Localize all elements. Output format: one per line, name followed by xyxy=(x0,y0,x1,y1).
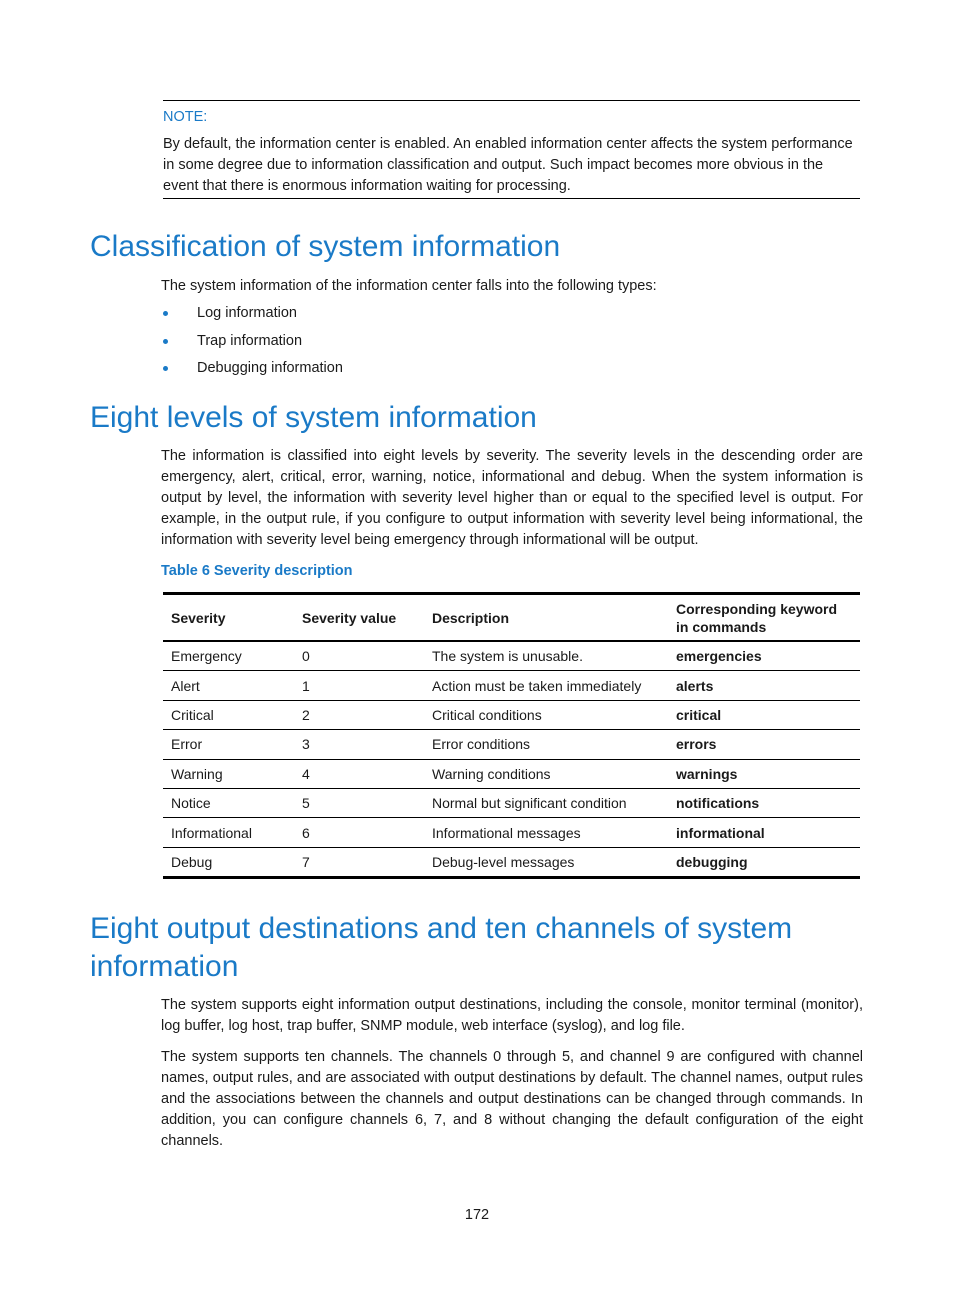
bullet-icon xyxy=(163,366,168,371)
list-item xyxy=(161,358,343,386)
table-cell: notifications xyxy=(668,788,860,817)
table-cell: warnings xyxy=(668,759,860,788)
table-cell: errors xyxy=(668,730,860,759)
table-cell: Notice xyxy=(163,788,294,817)
table-cell: Critical xyxy=(163,700,294,729)
column-header: Description xyxy=(424,594,668,642)
list-item xyxy=(161,331,343,359)
classification-list xyxy=(161,303,343,386)
table-row xyxy=(163,759,860,788)
table-row xyxy=(163,818,860,847)
destinations-paragraph: The system supports eight information output destinations, including the console, monitor terminal (monitor), log buffer, log host, trap buffer, SNMP module, web interface (syslog), and log file. xyxy=(161,997,863,1034)
list-item-label: Trap information xyxy=(197,332,303,349)
table-row xyxy=(163,641,860,671)
channels-paragraph: The system supports ten channels. The channels 0 through 5, and channel 9 are configured with channel names, output rules, and are associated with output destinations by default. The channel names, output rules and the associations between the channels and output destinations can be changed through commands. In addition, you can configure channels 6, 7, and 8 without changing the default configuration of the eight channels. xyxy=(161,1049,863,1149)
table-cell: Informational xyxy=(163,818,294,847)
table-cell: Informational messages xyxy=(424,818,668,847)
bullet-icon xyxy=(163,339,168,344)
column-header: Severity xyxy=(163,594,294,642)
table-cell: 5 xyxy=(294,788,424,817)
table-cell: debugging xyxy=(676,853,748,870)
table-cell: Warning conditions xyxy=(424,759,668,788)
table-cell: 3 xyxy=(294,730,424,759)
list-item-label: Log information xyxy=(197,305,297,321)
table-cell: informational xyxy=(668,818,860,847)
page-number: 172 xyxy=(464,1207,490,1223)
classification-intro: The system information of the information center falls into the following types: xyxy=(161,278,657,294)
table-row xyxy=(163,671,860,700)
table-cell: alerts xyxy=(668,671,860,700)
table-cell: 7 xyxy=(302,853,310,870)
table-cell: Error conditions xyxy=(424,730,668,759)
section-title-levels: Eight levels of system information xyxy=(90,401,537,434)
table-row xyxy=(163,700,860,729)
note-label: NOTE: xyxy=(163,109,208,125)
severity-table xyxy=(163,592,860,879)
bullet-icon xyxy=(163,311,168,316)
table-cell: Normal but significant condition xyxy=(424,788,668,817)
column-header: Corresponding keyword in commands xyxy=(668,594,860,642)
table-cell: 4 xyxy=(294,759,424,788)
table-cell: Debug-level messages xyxy=(432,853,575,870)
table-cell: The system is unusable. xyxy=(424,641,668,671)
table-cell: emergencies xyxy=(668,641,860,671)
table-cell: Action must be taken immediately xyxy=(424,671,668,700)
table-cell: Warning xyxy=(163,759,294,788)
list-item-label: Debugging information xyxy=(197,360,343,376)
section-title-destinations: Eight output destinations and ten channels of system information xyxy=(90,912,793,983)
section-title-classification: Classification of system information xyxy=(90,230,561,263)
table-cell: Debug xyxy=(171,853,213,870)
levels-paragraph: The information is classified into eight levels by severity. The severity levels in the descending order are emergency, alert, critical, error, warning, notice, informational and debug. When the system information is output by level, the information with severity level higher than or equal to the specified level is output. For example, in the output rule, if you configure to output information with severity level being informational, the information with severity level being emergency through informational will be output. xyxy=(161,448,863,548)
table-cell: 6 xyxy=(294,818,424,847)
table-row xyxy=(163,730,860,759)
table-header-row xyxy=(163,594,860,642)
table-cell: Critical conditions xyxy=(424,700,668,729)
note-text: By default, the information center is enabled. An enabled information center affects the system performance in some degree due to information classification and output. Such impact becomes more obvious in the event that there is enormous information waiting for processing. xyxy=(163,136,853,194)
table-cell: critical xyxy=(668,700,860,729)
table-cell: 1 xyxy=(294,671,424,700)
table-cell: Alert xyxy=(163,671,294,700)
table-cell: Emergency xyxy=(163,641,294,671)
note-box xyxy=(163,100,860,199)
list-item xyxy=(161,303,343,331)
table-cell: 2 xyxy=(294,700,424,729)
column-header: Severity value xyxy=(294,594,424,642)
table-row xyxy=(163,788,860,817)
table-row xyxy=(163,847,860,877)
table-cell: Error xyxy=(163,730,294,759)
table-caption: Table 6 Severity description xyxy=(161,563,353,579)
table-cell: 0 xyxy=(294,641,424,671)
